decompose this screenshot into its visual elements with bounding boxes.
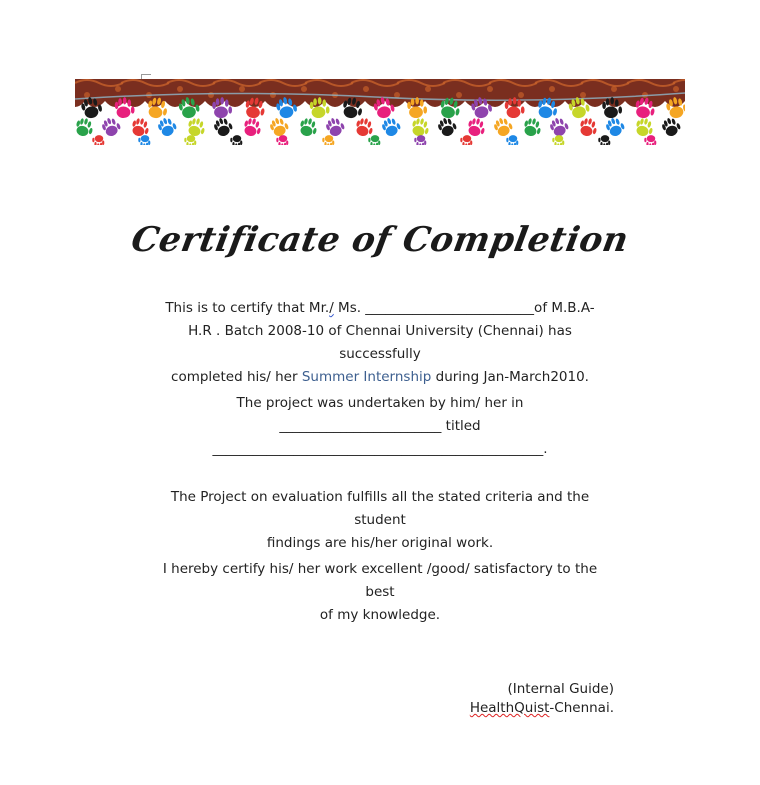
paragraph-certify [147, 297, 613, 389]
summer-internship-text: Summer Internship [301, 369, 432, 385]
evaluation-line-2: findings are his/her original work. [266, 535, 494, 551]
project-line-2: ________________________ titled [279, 418, 481, 434]
signature-role: (Internal Guide) [507, 681, 614, 697]
project-line-3: _________________________________________________. [212, 441, 548, 457]
certify-line-2: H.R . Batch 2008-10 of Chennai University (Chennai) has successfully [188, 323, 572, 362]
signature-organization: HealthQuist-Chennai. [469, 700, 614, 716]
certify-work-line-1: I hereby certify his/ her work excellent /good/ satisfactory to the best [162, 561, 598, 600]
paragraph-certify-work [147, 558, 613, 627]
certify-work-line-2: of my knowledge. [319, 607, 441, 623]
decorative-handprint-banner [75, 79, 685, 145]
project-line-1: The project was undertaken by him/ her in [236, 395, 524, 411]
certify-line-3: completed his/ her Summer Internship during Jan-March2010. [171, 369, 589, 385]
paragraph-evaluation [147, 486, 613, 555]
spelling-mark-slash: / [329, 300, 334, 316]
evaluation-line-1: The Project on evaluation fulfills all the stated criteria and the student [170, 489, 590, 528]
certify-line-1: This is to certify that Mr./ Ms. _________________________of M.B.A- [165, 300, 595, 316]
paragraph-project [147, 392, 613, 461]
certificate-title: Certificate of Completion [128, 220, 632, 260]
signature-block [470, 680, 614, 718]
